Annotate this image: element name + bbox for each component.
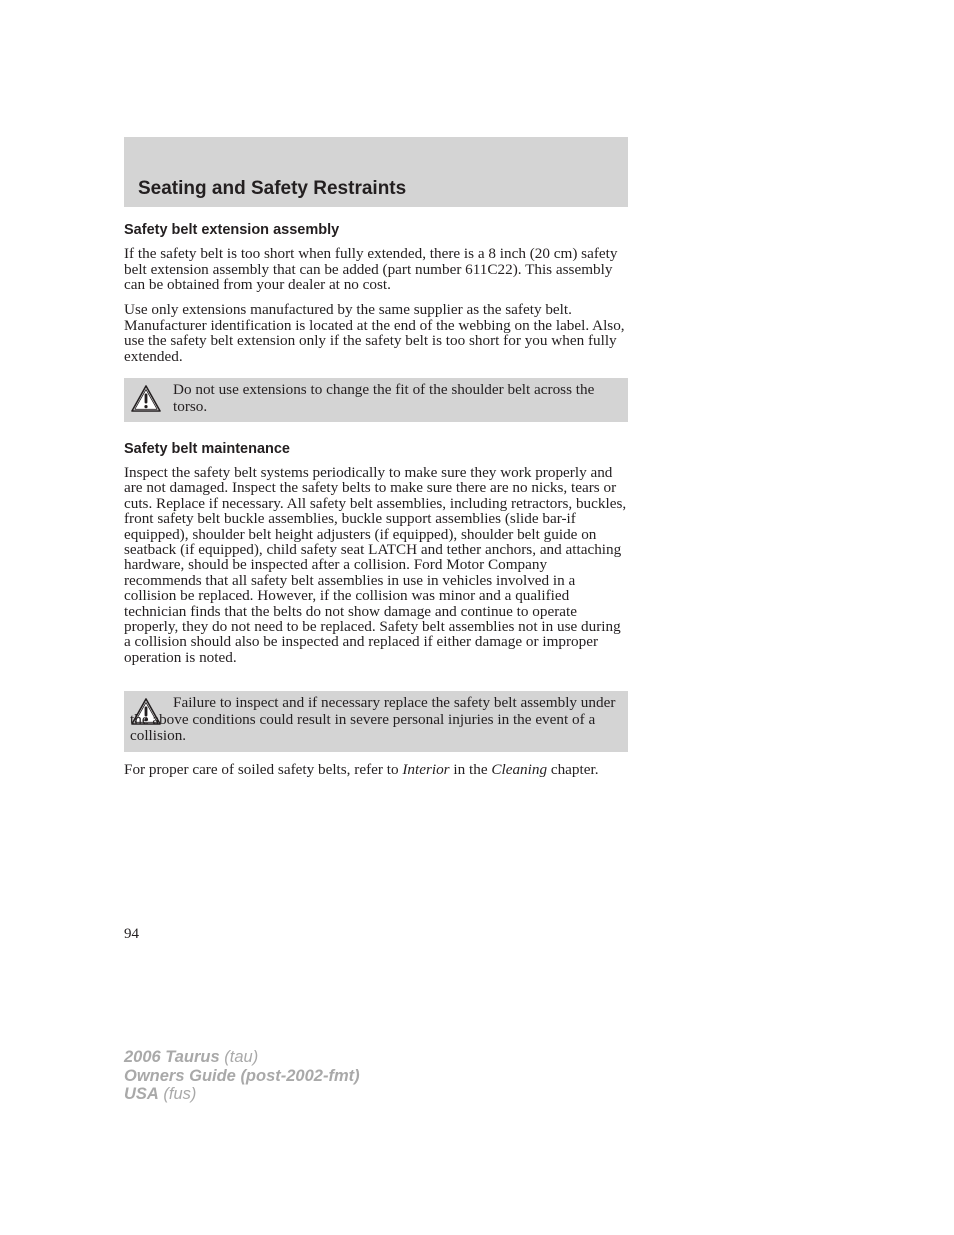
paragraph-extension-availability: If the safety belt is too short when fully extended, there is a 8 inch (20 cm) safety belt extension assembly that can be added (part number 611C22). This assembly can be obtained from your dealer at no cost. — [124, 245, 618, 294]
footer-market-code: (fus) — [158, 1085, 197, 1103]
warning-triangle-icon — [130, 384, 162, 413]
closing-text-part3: chapter. — [547, 761, 599, 778]
warning-box-maintenance — [124, 691, 628, 752]
closing-text-part1: For proper care of soiled safety belts, refer to — [124, 761, 403, 778]
document-footer — [124, 1048, 360, 1104]
paragraph-maintenance-inspection: Inspect the safety belt systems periodically to make sure they work properly and are not damaged. Inspect the safety belts to make sure there are no nicks, tears or cuts. Replace if necessary. All safety belt assemblies, including retractors, buckles, front safety belt buckle assemblies, buckle support assemblies (slide bar-if equipped), shoulder belt height adjusters (if equipped), shoulder belt guide on seatback (if equipped), child safety seat LATCH and tether anchors, and attaching hardware, should be inspected after a collision. Ford Motor Company recommends that all safety belt assemblies in use in vehicles involved in a collision be replaced. However, if the collision was minor and a qualified technician finds that the belts do not show damage and continue to operate properly, they do not need to be replaced. Safety belt assemblies not in use during a collision should also be inspected and replaced if either damage or improper operation is noted. — [124, 464, 627, 666]
footer-market: USA — [124, 1085, 159, 1103]
section-heading-maintenance: Safety belt maintenance — [124, 441, 290, 457]
cross-reference-cleaning: Cleaning — [491, 761, 548, 778]
warning-text-maintenance: Failure to inspect and if necessary replace the safety belt assembly under the above conditions could result in severe personal injuries in the event of a collision. — [130, 694, 616, 744]
closing-text-part2: in the — [449, 761, 492, 778]
paragraph-extension-usage: Use only extensions manufactured by the same supplier as the safety belt. Manufacturer identification is located at the end of the webbing on the label. Also, use the safety belt extension only if the safety belt is too short for you when fully extended. — [124, 301, 625, 365]
paragraph-cleaning-reference — [124, 762, 628, 778]
footer-guide-line: Owners Guide (post-2002-fmt) — [124, 1066, 360, 1085]
warning-text-extension: Do not use extensions to change the fit of the shoulder belt across the torso. — [173, 381, 595, 415]
page-number: 94 — [124, 926, 139, 942]
footer-model-code: (tau) — [219, 1048, 259, 1066]
cross-reference-interior: Interior — [402, 761, 450, 778]
chapter-title: Seating and Safety Restraints — [138, 178, 407, 199]
section-heading-extension: Safety belt extension assembly — [124, 222, 340, 238]
footer-market-line — [124, 1085, 360, 1104]
footer-model-line — [124, 1048, 360, 1067]
warning-box-extension — [124, 378, 628, 422]
section-header-band — [124, 137, 628, 207]
footer-model: 2006 Taurus — [124, 1048, 220, 1066]
